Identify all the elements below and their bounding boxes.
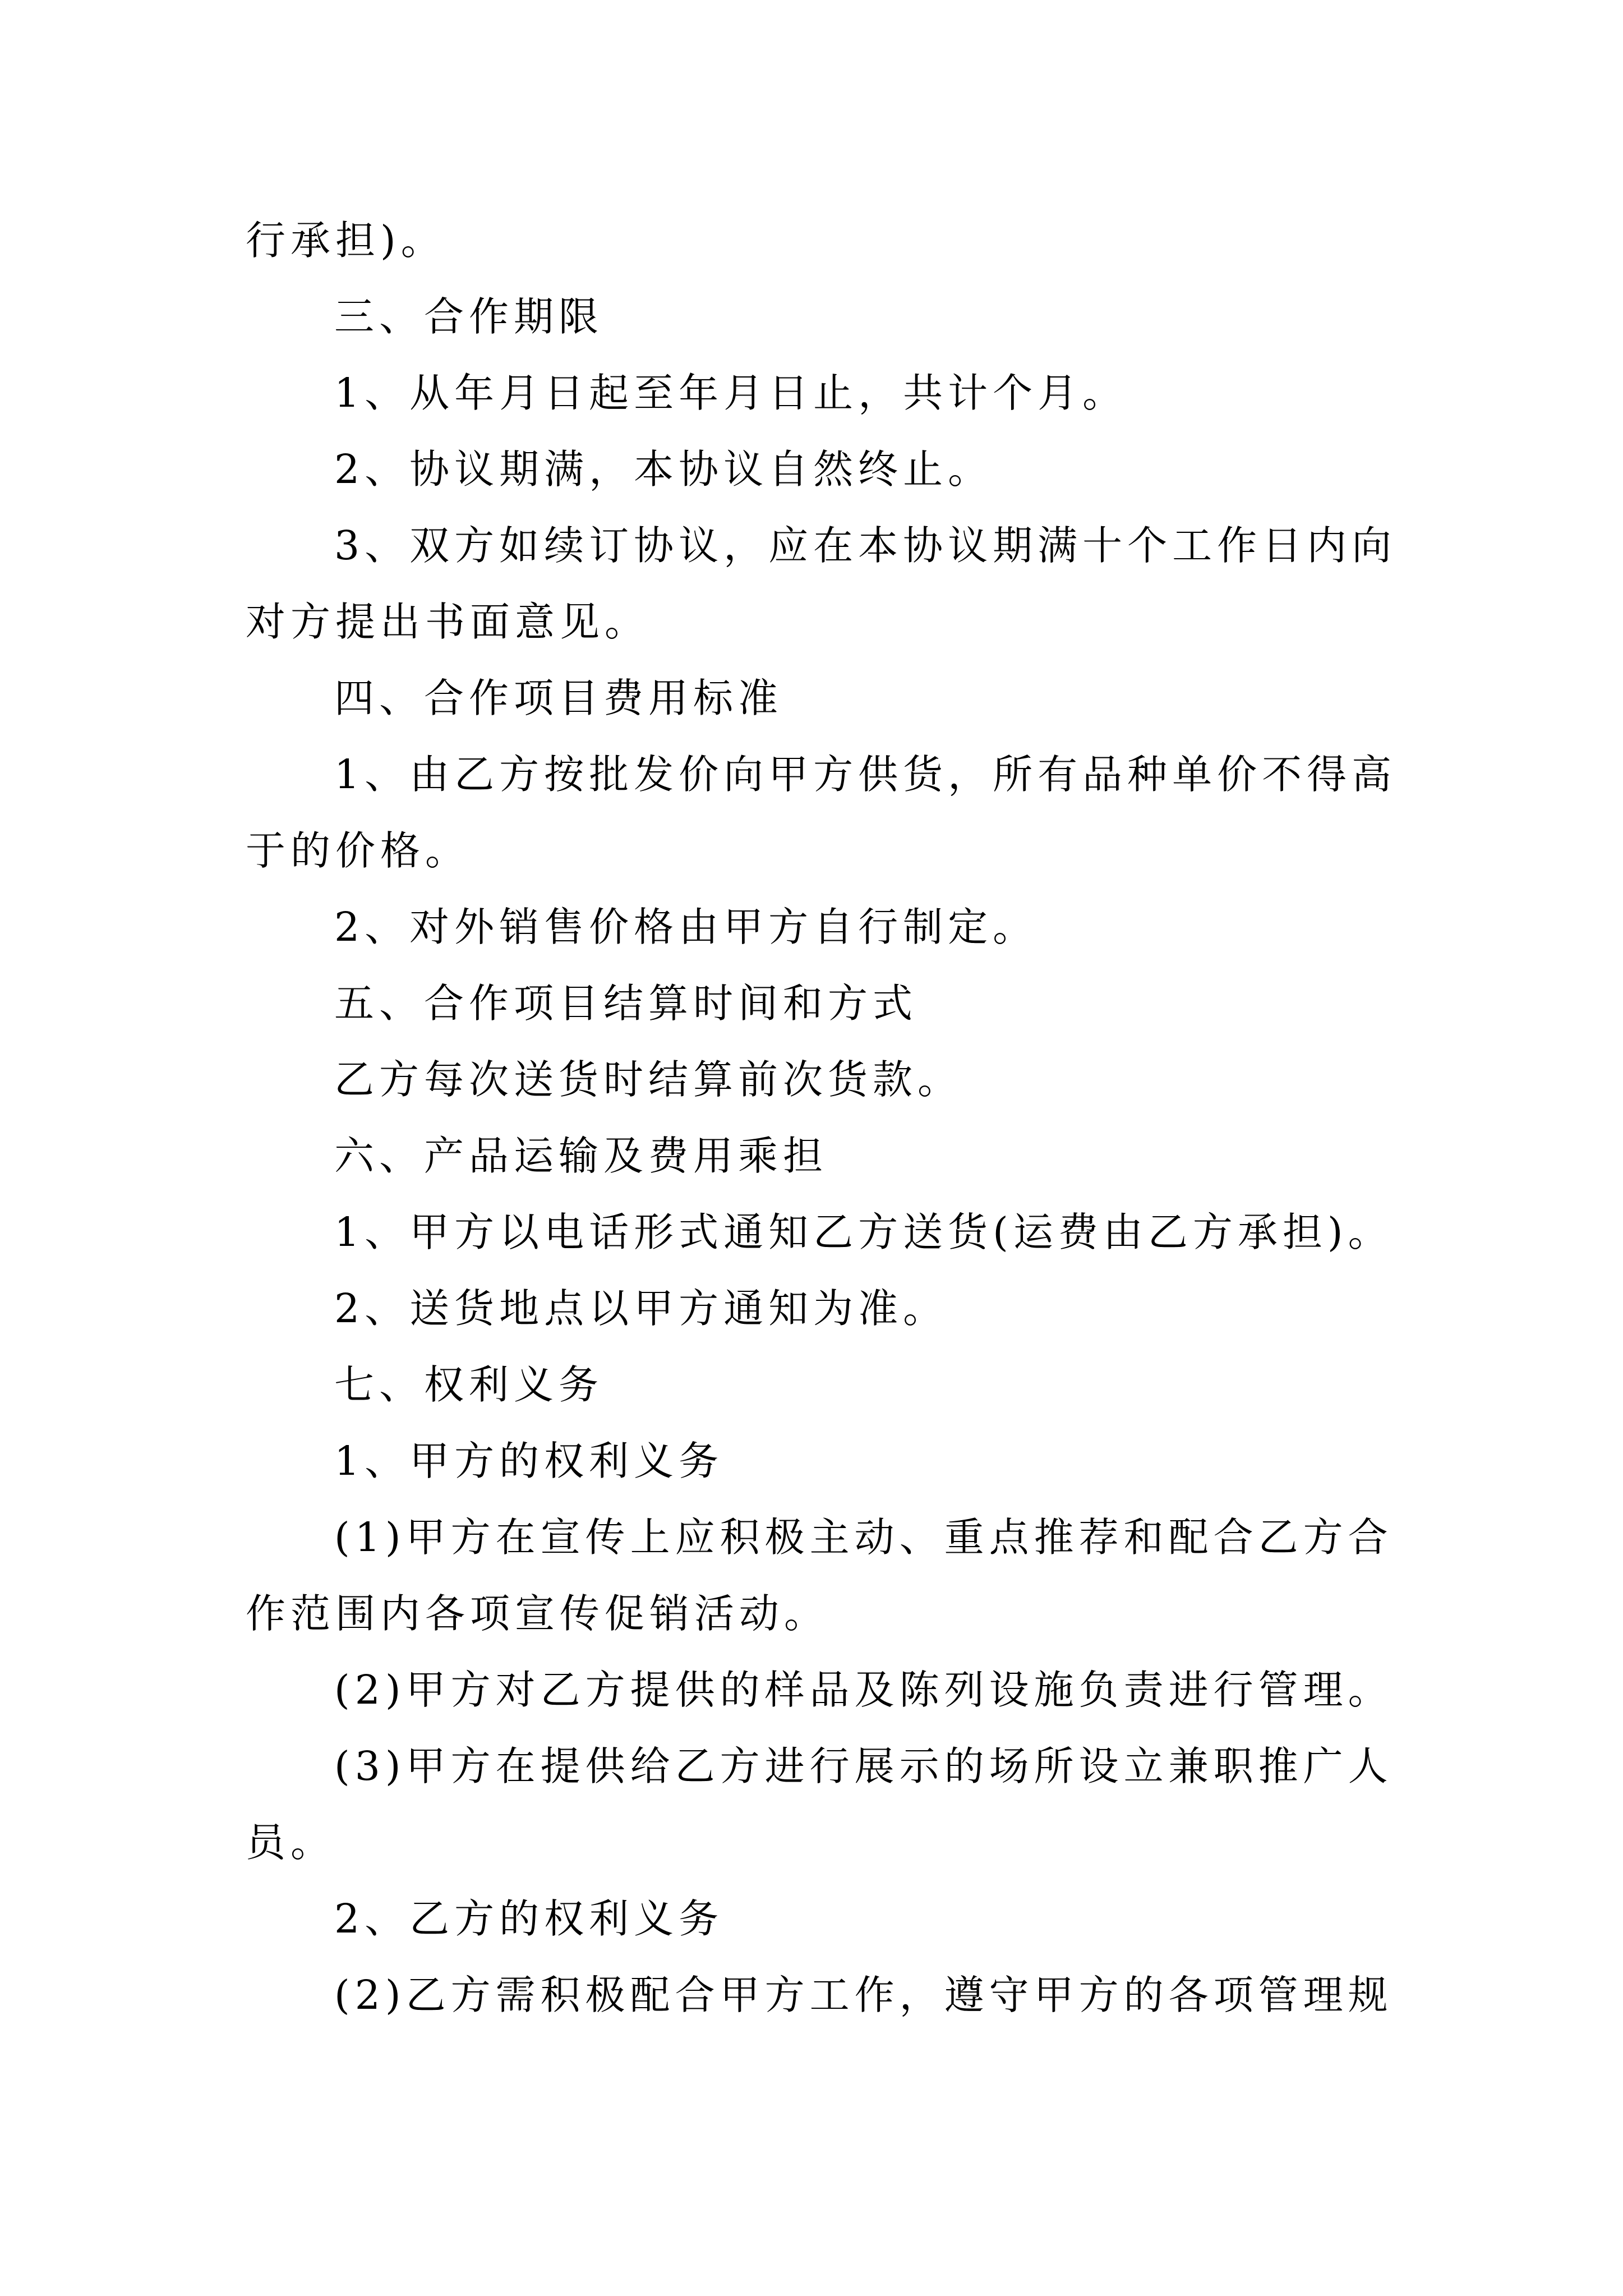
clause-party-b-2: (2)乙方需积极配合甲方工作，遵守甲方的各项管理规 <box>334 1972 1393 2018</box>
clause-fee-2: 2、对外销售价格由甲方自行制定。 <box>334 904 1038 950</box>
clause-term-3: 3、双方如续订协议，应在本协议期满十个工作日内向 <box>334 522 1397 569</box>
clause-fee-1: 1、由乙方按批发价向甲方供货，所有品种单价不得高 <box>334 751 1397 798</box>
clause-term-3-continuation: 对方提出书面意见。 <box>246 599 650 645</box>
section-heading-settlement: 五、合作项目结算时间和方式 <box>334 980 918 1027</box>
document-body <box>246 203 1397 2033</box>
clause-term-1: 1、从年月日起至年月日止，共计个月。 <box>334 370 1128 416</box>
clause-party-a-1: (1)甲方在宣传上应积极主动、重点推荐和配合乙方合 <box>334 1514 1393 1561</box>
section-heading-cooperation-term: 三、合作期限 <box>334 293 604 340</box>
subsection-heading-party-b: 2、乙方的权利义务 <box>334 1895 724 1942</box>
clause-party-a-3: (3)甲方在提供给乙方进行展示的场所设立兼职推广人 <box>334 1743 1393 1789</box>
section-heading-fee-standard: 四、合作项目费用标准 <box>334 675 783 721</box>
subsection-heading-party-a: 1、甲方的权利义务 <box>334 1438 724 1484</box>
clause-party-a-3-continuation: 员。 <box>246 1819 336 1866</box>
section-heading-transport: 六、产品运输及费用乘担 <box>334 1133 828 1179</box>
clause-term-2: 2、协议期满，本协议自然终止。 <box>334 446 993 493</box>
clause-transport-2: 2、送货地点以甲方通知为准。 <box>334 1285 948 1332</box>
paragraph-continuation: 行承担)。 <box>246 217 446 264</box>
clause-party-a-1-continuation: 作范围内各项宣传促销活动。 <box>246 1590 829 1637</box>
clause-settlement: 乙方每次送货时结算前次货款。 <box>334 1056 963 1103</box>
section-heading-rights-obligations: 七、权利义务 <box>334 1361 604 1408</box>
clause-fee-1-continuation: 于的价格。 <box>246 827 471 874</box>
clause-party-a-2: (2)甲方对乙方提供的样品及陈列设施负责进行管理。 <box>334 1667 1393 1713</box>
clause-transport-1: 1、甲方以电话形式通知乙方送货(运费由乙方承担)。 <box>334 1209 1393 1255</box>
